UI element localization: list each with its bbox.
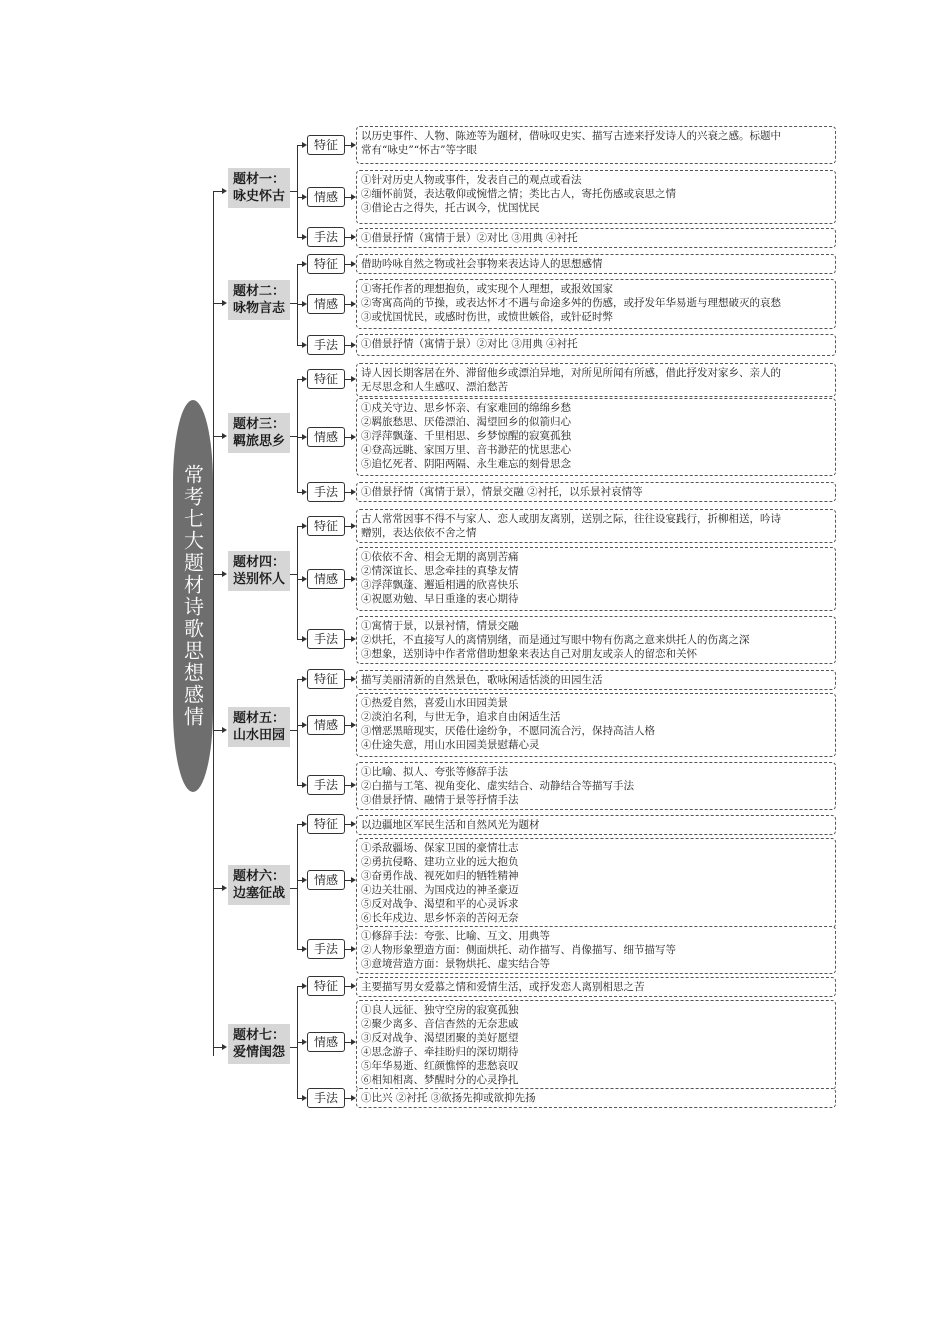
topic-1-method-content <box>356 228 836 248</box>
content-line: ①比兴 ②衬托 ③欲扬先抑或欲抑先扬 <box>361 1092 536 1104</box>
topic-1-name: 咏史怀古 <box>232 189 285 204</box>
content-line: 诗人因长期客居在外、滞留他乡或漂泊异地，对所见所闻有所感，借此抒发对家乡、亲人的 <box>361 367 781 379</box>
content-line: ①热爱自然，喜爱山水田园美景 <box>361 697 508 709</box>
content-line: 借助吟咏自然之物或社会事物来表达诗人的思想感情 <box>361 258 603 270</box>
topic-5-number: 题材五： <box>232 711 285 726</box>
topic-3 <box>228 413 290 453</box>
content-line: ③意境营造方面：景物烘托、虚实结合等 <box>361 958 550 970</box>
content-line: ①借景抒情（寓情于景）②对比 ③用典 ④衬托 <box>361 232 578 244</box>
topic-2 <box>228 280 290 320</box>
topic-6-feature-content <box>356 815 836 835</box>
topic-5 <box>228 707 290 747</box>
content-line: ③反对战争、渴望团聚的美好愿望 <box>361 1032 519 1044</box>
content-line: ①寄托作者的理想抱负，或实现个人理想，或报效国家 <box>361 283 613 295</box>
topic-5-emotion-tag: 情感 <box>307 715 345 735</box>
content-line: ②缅怀前贤，表达敬仰或惋惜之情；类比古人，寄托伤感或哀思之情 <box>361 188 676 200</box>
content-line: ②人物形象塑造方面：侧面烘托、动作描写、肖像描写、细节描写等 <box>361 944 676 956</box>
topic-1-method-tag: 手法 <box>307 227 345 247</box>
content-line: ②情深谊长、思念牵挂的真挚友情 <box>361 565 519 577</box>
topic-5-emotion-content <box>356 693 836 757</box>
topic-6 <box>228 865 290 905</box>
topic-7-method-content <box>356 1088 836 1108</box>
content-line: ①良人远征、独守空房的寂寞孤独 <box>361 1004 519 1016</box>
topic-5-name: 山水田园 <box>232 728 285 743</box>
topic-4-method-content <box>356 616 836 664</box>
content-line: ④祝愿劝勉、早日重逢的衷心期待 <box>361 593 519 605</box>
topic-7-method-tag: 手法 <box>307 1088 345 1108</box>
topic-4-emotion-content <box>356 547 836 611</box>
topic-2-name: 咏物言志 <box>232 301 285 316</box>
branch-connector <box>290 303 297 304</box>
content-line: 描写美丽清新的自然景色，歌咏闲适恬淡的田园生活 <box>361 674 603 686</box>
topic-7-number: 题材七： <box>232 1028 285 1043</box>
content-line: ⑥长年戍边、思乡怀亲的苦闷无奈 <box>361 912 519 924</box>
content-line: ①杀敌疆场、保家卫国的豪情壮志 <box>361 842 519 854</box>
topic-3-name: 羁旅思乡 <box>232 434 285 449</box>
content-line: ①比喻、拟人、夸张等修辞手法 <box>361 766 508 778</box>
content-line: ③或忧国忧民，或感时伤世，或愤世嫉俗，或针砭时弊 <box>361 311 613 323</box>
branch-connector <box>290 1047 297 1048</box>
content-line: 常有“咏史”“怀古”等字眼 <box>361 144 477 156</box>
topic-5-feature-content <box>356 670 836 690</box>
topic-3-method-tag: 手法 <box>307 482 345 502</box>
topic-arrow <box>222 727 227 733</box>
content-line: ②寄寓高尚的节操，或表达怀才不遇与命途多舛的伤感，或抒发年华易逝与理想破灭的哀愁 <box>361 297 781 309</box>
content-line: ①修辞手法：夸张、比喻、互文、用典等 <box>361 930 550 942</box>
topic-arrow <box>222 433 227 439</box>
topic-2-feature-tag: 特征 <box>307 254 345 274</box>
topic-3-method-content <box>356 482 836 502</box>
content-line: ③浮萍飘蓬、邂逅相遇的欣喜快乐 <box>361 579 519 591</box>
content-line: 以历史事件、人物、陈迹等为题材，借咏叹史实、描写古迹来抒发诗人的兴衰之感。标题中 <box>361 130 781 142</box>
topic-3-emotion-tag: 情感 <box>307 427 345 447</box>
topic-2-method-content <box>356 334 836 356</box>
topic-7-emotion-content <box>356 1000 836 1090</box>
branch-spine <box>297 526 298 639</box>
topic-4 <box>228 551 290 591</box>
content-line: ①借景抒情（寓情于景），情景交融 ②衬托，以乐景衬哀情等 <box>361 486 643 498</box>
root-topic <box>173 400 213 792</box>
content-line: ③借景抒情、融情于景等抒情手法 <box>361 794 519 806</box>
content-line: ①针对历史人物或事件，发表自己的观点或看法 <box>361 174 582 186</box>
branch-spine <box>297 145 298 237</box>
topic-1-emotion-tag: 情感 <box>307 187 345 207</box>
topic-7-feature-content <box>356 977 836 997</box>
topic-arrow <box>222 1044 227 1050</box>
topic-arrow <box>222 571 227 577</box>
topic-3-feature-content <box>356 363 836 397</box>
topic-4-emotion-tag: 情感 <box>307 569 345 589</box>
topic-4-number: 题材四： <box>232 555 285 570</box>
topic-6-emotion-tag: 情感 <box>307 870 345 890</box>
topic-4-method-tag: 手法 <box>307 629 345 649</box>
content-line: ②白描与工笔、视角变化、虚实结合、动静结合等描写手法 <box>361 780 634 792</box>
content-line: 以边疆地区军民生活和自然风光为题材 <box>361 819 540 831</box>
content-line: ①依依不舍、相会无期的离别苦痛 <box>361 551 519 563</box>
content-line: ①寓情于景，以景衬情，情景交融 <box>361 620 519 632</box>
topic-arrow <box>222 188 227 194</box>
branch-connector <box>290 888 297 889</box>
topic-5-feature-tag: 特征 <box>307 669 345 689</box>
content-line: ③借论古之得失，托古讽今，忧国忧民 <box>361 202 540 214</box>
branch-spine <box>297 679 298 785</box>
content-line: ②聚少离多、音信杳然的无奈悲戚 <box>361 1018 519 1030</box>
content-line: ④仕途失意，用山水田园美景慰藉心灵 <box>361 739 540 751</box>
topic-3-feature-tag: 特征 <box>307 369 345 389</box>
content-line: ②淡泊名利，与世无争，追求自由闲适生活 <box>361 711 561 723</box>
branch-spine <box>297 824 298 949</box>
content-line: ④登高远眺、家国万里、音书渺茫的忧思悲心 <box>361 444 571 456</box>
content-line: ⑤反对战争、渴望和平的心灵诉求 <box>361 898 519 910</box>
topic-2-emotion-content <box>356 279 836 329</box>
topic-1-number: 题材一： <box>232 172 285 187</box>
content-line: ②勇抗侵略、建功立业的远大抱负 <box>361 856 519 868</box>
topic-6-feature-tag: 特征 <box>307 814 345 834</box>
content-line: ③浮萍飘蓬、千里相思、乡梦惊醒的寂寞孤独 <box>361 430 571 442</box>
content-line: ⑥相知相离、梦醒时分的心灵挣扎 <box>361 1074 519 1086</box>
topic-1-feature-tag: 特征 <box>307 135 345 155</box>
topic-2-emotion-tag: 情感 <box>307 294 345 314</box>
main-connector <box>213 191 214 1056</box>
topic-1-emotion-content <box>356 170 836 224</box>
content-line: ③憎恶黑暗现实，厌倦仕途纷争，不愿同流合污，保持高洁人格 <box>361 725 655 737</box>
content-line: 主要描写男女爱慕之情和爱情生活，或抒发恋人离别相思之苦 <box>361 981 645 993</box>
topic-4-name: 送别怀人 <box>232 572 285 587</box>
topic-7-emotion-tag: 情感 <box>307 1032 345 1052</box>
topic-2-method-tag: 手法 <box>307 335 345 355</box>
topic-7-feature-tag: 特征 <box>307 976 345 996</box>
content-line: 赠别，表达依依不舍之情 <box>361 527 477 539</box>
content-line: ③想象，送别诗中作者常借助想象来表达自己对朋友或亲人的留恋和关怀 <box>361 648 697 660</box>
topic-4-feature-content <box>356 509 836 543</box>
content-line: ④思念游子、牵挂盼归的深切期待 <box>361 1046 519 1058</box>
topic-5-method-tag: 手法 <box>307 775 345 795</box>
content-line: ①借景抒情（寓情于景）②对比 ③用典 ④衬托 <box>361 338 578 350</box>
topic-5-method-content <box>356 762 836 810</box>
branch-connector <box>290 191 297 192</box>
branch-connector <box>290 574 297 575</box>
topic-7 <box>228 1024 290 1064</box>
topic-7-name: 爱情闺怨 <box>232 1045 285 1060</box>
topic-6-name: 边塞征战 <box>232 886 285 901</box>
topic-4-feature-tag: 特征 <box>307 516 345 536</box>
topic-6-method-content <box>356 926 836 974</box>
content-line: ①戍关守边、思乡怀亲、有家难回的绵绵乡愁 <box>361 402 571 414</box>
branch-spine <box>297 379 298 492</box>
topic-6-number: 题材六： <box>232 869 285 884</box>
content-line: 古人常常因事不得不与家人、恋人或朋友离别，送别之际，往往设宴践行，折柳相送，吟诗 <box>361 513 781 525</box>
topic-1 <box>228 168 290 208</box>
content-line: ⑤追忆死者、阴阳两隔、永生难忘的刻骨思念 <box>361 458 571 470</box>
content-line: ②烘托，不直接写人的离情别绪，而是通过写眼中物有伤离之意来烘托人的伤离之深 <box>361 634 750 646</box>
topic-arrow <box>222 885 227 891</box>
root-title: 常考七大题材诗歌思想感情 <box>180 464 205 728</box>
topic-1-feature-content <box>356 126 836 164</box>
topic-6-emotion-content <box>356 838 836 928</box>
content-line: ②羁旅愁思、厌倦漂泊、渴望回乡的似箭归心 <box>361 416 571 428</box>
topic-3-emotion-content <box>356 398 836 476</box>
content-line: 无尽思念和人生感叹、漂泊愁苦 <box>361 381 508 393</box>
content-line: ③奋勇作战、视死如归的牺牲精神 <box>361 870 519 882</box>
branch-connector <box>290 730 297 731</box>
topic-6-method-tag: 手法 <box>307 939 345 959</box>
branch-connector <box>290 436 297 437</box>
topic-2-feature-content <box>356 254 836 274</box>
topic-2-number: 题材二： <box>232 284 285 299</box>
topic-arrow <box>222 300 227 306</box>
topic-3-number: 题材三： <box>232 417 285 432</box>
content-line: ⑤年华易逝、红颜憔悴的悲愁哀叹 <box>361 1060 519 1072</box>
content-line: ④边关壮丽、为国戍边的神圣豪迈 <box>361 884 519 896</box>
